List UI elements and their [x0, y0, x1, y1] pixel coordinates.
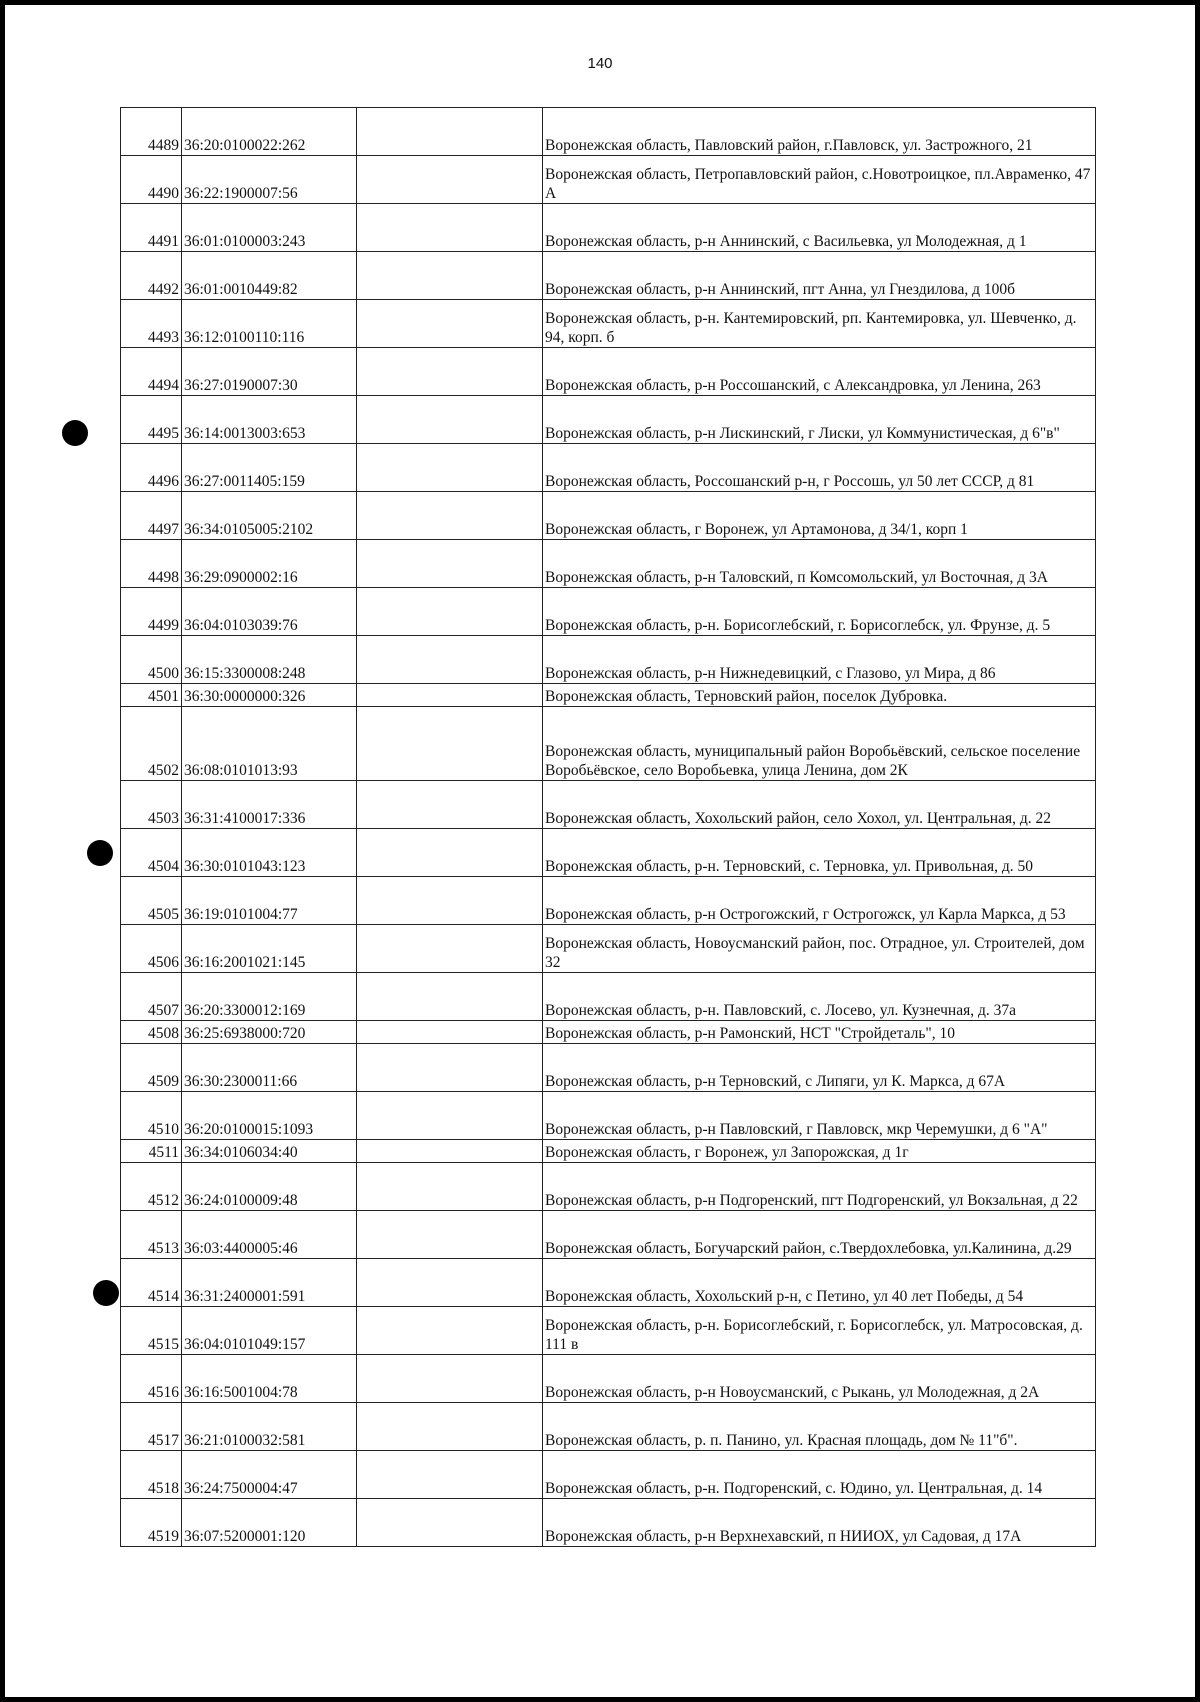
row-number: 4493 — [121, 300, 182, 348]
empty-cell — [357, 707, 543, 781]
table-row — [121, 684, 1096, 707]
table-row — [121, 1140, 1096, 1163]
address-cell: Воронежская область, р-н Острогожский, г Острогожск, ул Карла Маркса, д 53 — [543, 877, 1096, 925]
empty-cell — [357, 1403, 543, 1451]
address-cell: Воронежская область, р-н Россошанский, с Александровка, ул Ленина, 263 — [543, 348, 1096, 396]
empty-cell — [357, 396, 543, 444]
address-cell: Воронежская область, р-н Таловский, п Комсомольский, ул Восточная, д 3А — [543, 540, 1096, 588]
table-row — [121, 1021, 1096, 1044]
table-row — [121, 1259, 1096, 1307]
empty-cell — [357, 1499, 543, 1547]
empty-cell — [357, 684, 543, 707]
empty-cell — [357, 1307, 543, 1355]
table-row — [121, 108, 1096, 156]
address-cell: Воронежская область, р-н Нижнедевицкий, с Глазово, ул Мира, д 86 — [543, 636, 1096, 684]
address-cell: Воронежская область, р-н Рамонский, НСТ "Стройдеталь", 10 — [543, 1021, 1096, 1044]
address-cell: Воронежская область, г Воронеж, ул Запорожская, д 1г — [543, 1140, 1096, 1163]
empty-cell — [357, 444, 543, 492]
row-number: 4492 — [121, 252, 182, 300]
punch-hole — [93, 1280, 119, 1306]
registry-table — [120, 107, 1096, 1547]
table-row — [121, 156, 1096, 204]
empty-cell — [357, 156, 543, 204]
cadastral-number: 36:20:0100015:1093 — [182, 1092, 357, 1140]
address-cell: Воронежская область, Терновский район, поселок Дубровка. — [543, 684, 1096, 707]
punch-hole — [62, 420, 88, 446]
cadastral-number: 36:22:1900007:56 — [182, 156, 357, 204]
address-cell: Воронежская область, муниципальный район Воробьёвский, сельское поселение Воробьёвское, село Воробьевка, улица Ленина, дом 2К — [543, 707, 1096, 781]
table-row — [121, 252, 1096, 300]
document-page — [5, 5, 1195, 1697]
cadastral-number: 36:20:3300012:169 — [182, 973, 357, 1021]
row-number: 4498 — [121, 540, 182, 588]
cadastral-number: 36:07:5200001:120 — [182, 1499, 357, 1547]
empty-cell — [357, 108, 543, 156]
address-cell: Воронежская область, Россошанский р-н, г Россошь, ул 50 лет СССР, д 81 — [543, 444, 1096, 492]
cadastral-number: 36:04:0101049:157 — [182, 1307, 357, 1355]
row-number: 4490 — [121, 156, 182, 204]
row-number: 4517 — [121, 1403, 182, 1451]
address-cell: Воронежская область, Хохольский р-н, с Петино, ул 40 лет Победы, д 54 — [543, 1259, 1096, 1307]
row-number: 4515 — [121, 1307, 182, 1355]
address-cell: Воронежская область, р-н Новоусманский, с Рыкань, ул Молодежная, д 2А — [543, 1355, 1096, 1403]
address-cell: Воронежская область, Новоусманский район, пос. Отрадное, ул. Строителей, дом 32 — [543, 925, 1096, 973]
empty-cell — [357, 829, 543, 877]
address-cell: Воронежская область, Богучарский район, с.Твердохлебовка, ул.Калинина, д.29 — [543, 1211, 1096, 1259]
empty-cell — [357, 1140, 543, 1163]
cadastral-number: 36:01:0100003:243 — [182, 204, 357, 252]
row-number: 4516 — [121, 1355, 182, 1403]
row-number: 4501 — [121, 684, 182, 707]
table-row — [121, 1044, 1096, 1092]
row-number: 4497 — [121, 492, 182, 540]
empty-cell — [357, 781, 543, 829]
cadastral-number: 36:34:0106034:40 — [182, 1140, 357, 1163]
table-row — [121, 444, 1096, 492]
empty-cell — [357, 1163, 543, 1211]
table-row — [121, 1211, 1096, 1259]
table-row — [121, 540, 1096, 588]
empty-cell — [357, 588, 543, 636]
cadastral-number: 36:01:0010449:82 — [182, 252, 357, 300]
cadastral-number: 36:27:0011405:159 — [182, 444, 357, 492]
address-cell: Воронежская область, р-н. Терновский, с. Терновка, ул. Привольная, д. 50 — [543, 829, 1096, 877]
address-cell: Воронежская область, р-н Аннинский, пгт Анна, ул Гнездилова, д 100б — [543, 252, 1096, 300]
address-cell: Воронежская область, р-н Верхнехавский, п НИИОХ, ул Садовая, д 17А — [543, 1499, 1096, 1547]
table-row — [121, 877, 1096, 925]
row-number: 4503 — [121, 781, 182, 829]
table-row — [121, 636, 1096, 684]
cadastral-number: 36:04:0103039:76 — [182, 588, 357, 636]
empty-cell — [357, 1044, 543, 1092]
cadastral-number: 36:30:0101043:123 — [182, 829, 357, 877]
punch-hole — [87, 840, 113, 866]
table-row — [121, 348, 1096, 396]
empty-cell — [357, 204, 543, 252]
address-cell: Воронежская область, р-н. Борисоглебский, г. Борисоглебск, ул. Матросовская, д. 111 в — [543, 1307, 1096, 1355]
row-number: 4489 — [121, 108, 182, 156]
cadastral-number: 36:30:2300011:66 — [182, 1044, 357, 1092]
row-number: 4511 — [121, 1140, 182, 1163]
row-number: 4514 — [121, 1259, 182, 1307]
empty-cell — [357, 1092, 543, 1140]
empty-cell — [357, 636, 543, 684]
table-row — [121, 1092, 1096, 1140]
empty-cell — [357, 540, 543, 588]
row-number: 4504 — [121, 829, 182, 877]
row-number: 4519 — [121, 1499, 182, 1547]
table-row — [121, 1403, 1096, 1451]
cadastral-number: 36:14:0013003:653 — [182, 396, 357, 444]
cadastral-number: 36:16:5001004:78 — [182, 1355, 357, 1403]
address-cell: Воронежская область, р-н. Подгоренский, с. Юдино, ул. Центральная, д. 14 — [543, 1451, 1096, 1499]
table-row — [121, 781, 1096, 829]
table-row — [121, 1163, 1096, 1211]
row-number: 4491 — [121, 204, 182, 252]
row-number: 4499 — [121, 588, 182, 636]
row-number: 4500 — [121, 636, 182, 684]
cadastral-number: 36:29:0900002:16 — [182, 540, 357, 588]
cadastral-number: 36:24:0100009:48 — [182, 1163, 357, 1211]
row-number: 4509 — [121, 1044, 182, 1092]
empty-cell — [357, 1211, 543, 1259]
cadastral-number: 36:21:0100032:581 — [182, 1403, 357, 1451]
cadastral-number: 36:20:0100022:262 — [182, 108, 357, 156]
page-number: 140 — [587, 55, 613, 72]
empty-cell — [357, 1355, 543, 1403]
address-cell: Воронежская область, г Воронеж, ул Артамонова, д 34/1, корп 1 — [543, 492, 1096, 540]
row-number: 4502 — [121, 707, 182, 781]
empty-cell — [357, 348, 543, 396]
table-row — [121, 925, 1096, 973]
address-cell: Воронежская область, р-н Аннинский, с Васильевка, ул Молодежная, д 1 — [543, 204, 1096, 252]
empty-cell — [357, 492, 543, 540]
cadastral-number: 36:19:0101004:77 — [182, 877, 357, 925]
address-cell: Воронежская область, р-н Подгоренский, пгт Подгоренский, ул Вокзальная, д 22 — [543, 1163, 1096, 1211]
row-number: 4518 — [121, 1451, 182, 1499]
cadastral-number: 36:31:4100017:336 — [182, 781, 357, 829]
table-row — [121, 300, 1096, 348]
table-row — [121, 1499, 1096, 1547]
address-cell: Воронежская область, р. п. Панино, ул. Красная площадь, дом № 11"б". — [543, 1403, 1096, 1451]
table-row — [121, 829, 1096, 877]
cadastral-number: 36:31:2400001:591 — [182, 1259, 357, 1307]
cadastral-number: 36:15:3300008:248 — [182, 636, 357, 684]
address-cell: Воронежская область, Петропавловский район, с.Новотроицкое, пл.Авраменко, 47 А — [543, 156, 1096, 204]
address-cell: Воронежская область, р-н Павловский, г Павловск, мкр Черемушки, д 6 "А" — [543, 1092, 1096, 1140]
row-number: 4512 — [121, 1163, 182, 1211]
address-cell: Воронежская область, р-н Лискинский, г Лиски, ул Коммунистическая, д 6"в" — [543, 396, 1096, 444]
address-cell: Воронежская область, р-н. Кантемировский, рп. Кантемировка, ул. Шевченко, д. 94, корп. б — [543, 300, 1096, 348]
row-number: 4496 — [121, 444, 182, 492]
cadastral-number: 36:30:0000000:326 — [182, 684, 357, 707]
cadastral-number: 36:08:0101013:93 — [182, 707, 357, 781]
empty-cell — [357, 1259, 543, 1307]
cadastral-number: 36:03:4400005:46 — [182, 1211, 357, 1259]
address-cell: Воронежская область, Павловский район, г.Павловск, ул. Застрожного, 21 — [543, 108, 1096, 156]
table-row — [121, 204, 1096, 252]
table-row — [121, 588, 1096, 636]
row-number: 4506 — [121, 925, 182, 973]
table-row — [121, 396, 1096, 444]
address-cell: Воронежская область, р-н Терновский, с Липяги, ул К. Маркса, д 67А — [543, 1044, 1096, 1092]
empty-cell — [357, 925, 543, 973]
cadastral-number: 36:24:7500004:47 — [182, 1451, 357, 1499]
empty-cell — [357, 1021, 543, 1044]
empty-cell — [357, 877, 543, 925]
empty-cell — [357, 1451, 543, 1499]
table-row — [121, 492, 1096, 540]
empty-cell — [357, 300, 543, 348]
row-number: 4495 — [121, 396, 182, 444]
row-number: 4505 — [121, 877, 182, 925]
cadastral-number: 36:34:0105005:2102 — [182, 492, 357, 540]
table-row — [121, 707, 1096, 781]
address-cell: Воронежская область, Хохольский район, село Хохол, ул. Центральная, д. 22 — [543, 781, 1096, 829]
cadastral-number: 36:25:6938000:720 — [182, 1021, 357, 1044]
empty-cell — [357, 973, 543, 1021]
cadastral-number: 36:16:2001021:145 — [182, 925, 357, 973]
table-row — [121, 1355, 1096, 1403]
row-number: 4510 — [121, 1092, 182, 1140]
empty-cell — [357, 252, 543, 300]
row-number: 4513 — [121, 1211, 182, 1259]
cadastral-number: 36:12:0100110:116 — [182, 300, 357, 348]
row-number: 4508 — [121, 1021, 182, 1044]
table-row — [121, 1451, 1096, 1499]
cadastral-number: 36:27:0190007:30 — [182, 348, 357, 396]
table-row — [121, 973, 1096, 1021]
address-cell: Воронежская область, р-н. Борисоглебский, г. Борисоглебск, ул. Фрунзе, д. 5 — [543, 588, 1096, 636]
table-row — [121, 1307, 1096, 1355]
row-number: 4507 — [121, 973, 182, 1021]
address-cell: Воронежская область, р-н. Павловский, с. Лосево, ул. Кузнечная, д. 37а — [543, 973, 1096, 1021]
row-number: 4494 — [121, 348, 182, 396]
